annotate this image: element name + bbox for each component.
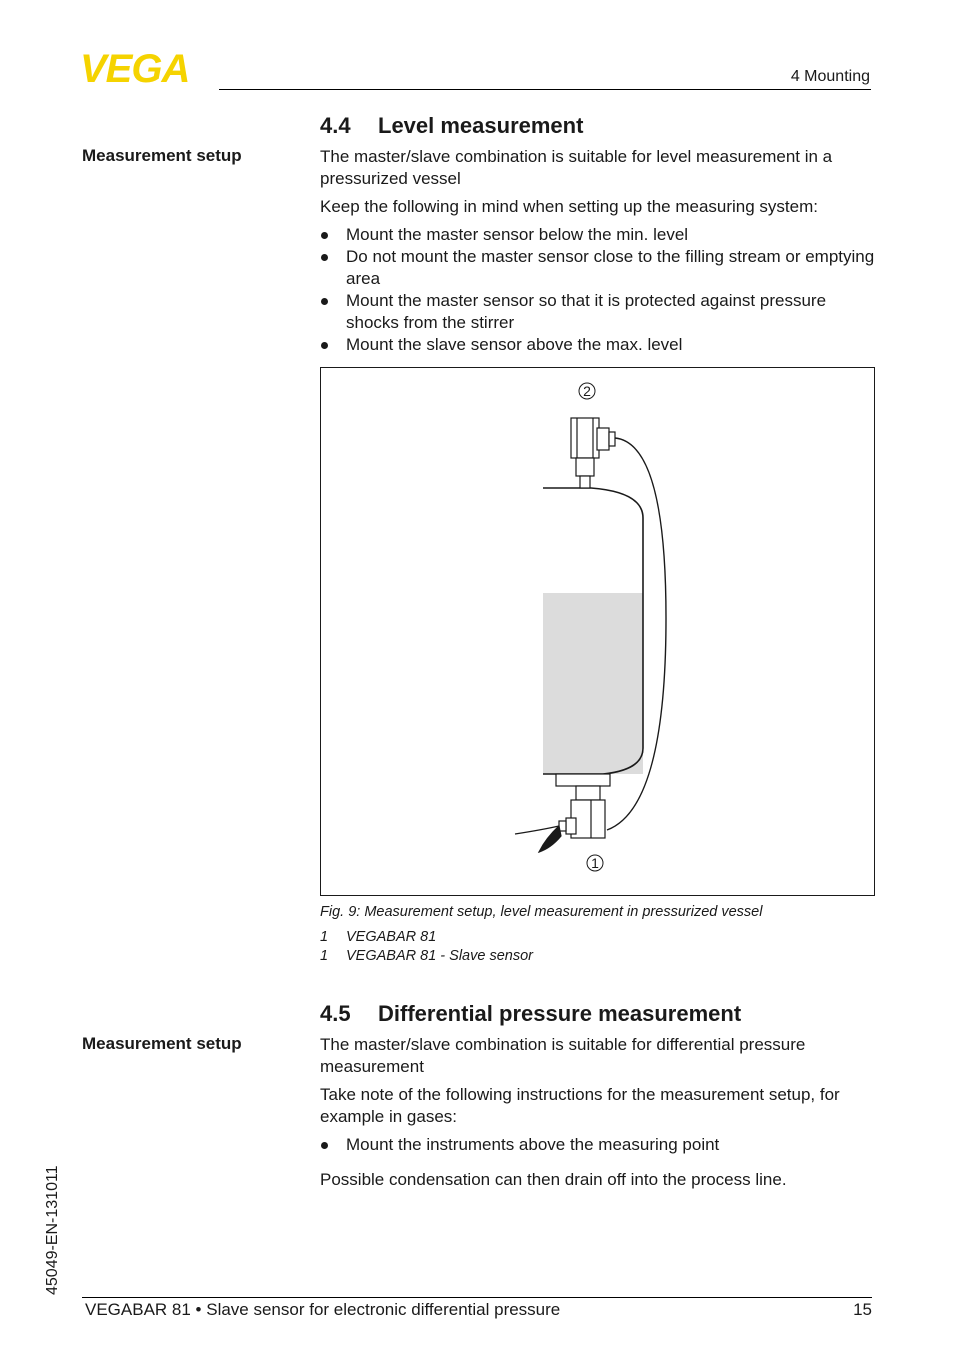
section-number: 4.4 (320, 113, 351, 138)
legend-text: VEGABAR 81 (346, 929, 437, 945)
document-code: 45049-EN-131011 (44, 1165, 61, 1295)
paragraph: Possible condensation can then drain off into the process line. (320, 1170, 787, 1189)
section-heading-4-4 (320, 113, 583, 139)
figure-legend-item (320, 929, 436, 945)
header-section-label: 4 Mounting (790, 68, 870, 85)
vessel-diagram (321, 368, 874, 895)
legend-number: 1 (320, 929, 329, 945)
paragraph: Keep the following in mind when setting up the measuring system: (320, 197, 818, 216)
paragraph: Take note of the following instructions for the measurement setup, for example in gases: (320, 1085, 840, 1126)
figure-legend-item (320, 948, 533, 964)
bullet-list (320, 1134, 875, 1156)
list-item: Mount the instruments above the measuring point (320, 1134, 875, 1156)
list-item: Do not mount the master sensor close to the filling stream or emptying area (320, 246, 875, 290)
vega-logo (80, 50, 212, 86)
section-title: Level measurement (378, 113, 584, 138)
side-label-measurement-setup: Measurement setup (82, 1034, 242, 1053)
section-title: Differential pressure measurement (378, 1001, 742, 1026)
legend-number: 1 (320, 948, 329, 964)
footer-title: VEGABAR 81 • Slave sensor for electronic differential pressure (85, 1300, 561, 1319)
side-label-measurement-setup: Measurement setup (82, 146, 242, 165)
liquid-fill (543, 593, 643, 774)
section-heading-4-5 (320, 1001, 741, 1027)
paragraph: The master/slave combination is suitable for level measurement in a pressurized vessel (320, 147, 833, 188)
section-number: 4.5 (320, 1001, 351, 1026)
callout-1: 1 (591, 855, 599, 871)
slave-sensor-icon (571, 418, 615, 488)
master-sensor-icon (539, 774, 610, 852)
list-item: Mount the slave sensor above the max. level (320, 334, 875, 356)
page-number: 15 (853, 1300, 872, 1319)
callout-2: 2 (583, 383, 591, 399)
bullet-list (320, 224, 875, 356)
figure-caption: Fig. 9: Measurement setup, level measurement in pressurized vessel (320, 904, 763, 920)
paragraph: The master/slave combination is suitable for differential pressure measurement (320, 1035, 806, 1076)
list-item: Mount the master sensor below the min. level (320, 224, 875, 246)
svg-text:VEGA: VEGA (80, 50, 190, 86)
figure-level-measurement (320, 367, 875, 896)
legend-text: VEGABAR 81 - Slave sensor (346, 948, 533, 964)
list-item: Mount the master sensor so that it is protected against pressure shocks from the stirrer (320, 290, 875, 334)
header-rule (219, 89, 871, 90)
footer-rule (82, 1297, 872, 1298)
